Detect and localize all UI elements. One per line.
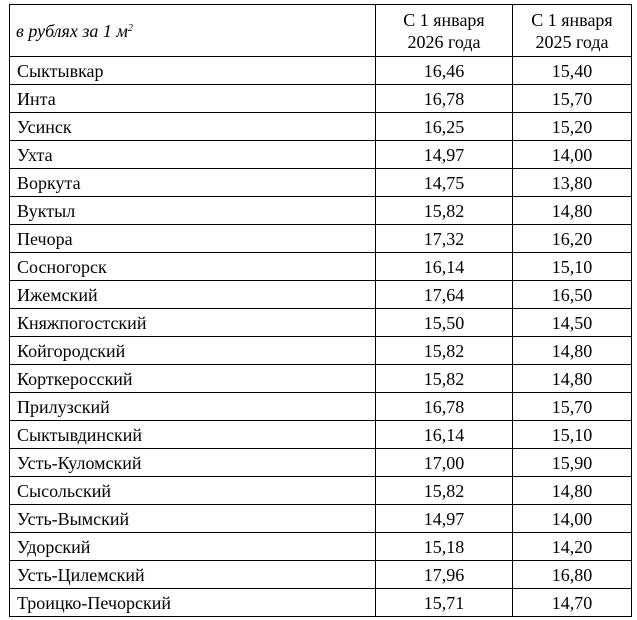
tariff-2025-cell: 15,40 — [513, 57, 632, 85]
tariff-2026-cell: 16,14 — [376, 421, 513, 449]
tariff-2026-cell: 15,18 — [376, 533, 513, 561]
tariff-2026-cell: 14,97 — [376, 505, 513, 533]
table-row — [10, 113, 632, 141]
tariff-2025-cell: 14,50 — [513, 309, 632, 337]
tariff-2026-cell: 14,75 — [376, 169, 513, 197]
table-row — [10, 281, 632, 309]
table-row — [10, 85, 632, 113]
table-body — [10, 57, 632, 617]
tariff-2026-cell: 15,82 — [376, 337, 513, 365]
tariff-2025-cell: 15,70 — [513, 85, 632, 113]
unit-header-cell — [10, 5, 376, 57]
column-header-2025 — [513, 5, 632, 57]
tariff-2025-cell: 15,10 — [513, 253, 632, 281]
table-row — [10, 225, 632, 253]
unit-superscript: 2 — [127, 22, 133, 34]
column-header-2026-line1: С 1 января — [403, 9, 485, 30]
tariff-2026-cell: 16,14 — [376, 253, 513, 281]
table-header-row — [10, 5, 632, 57]
tariff-2025-cell: 14,80 — [513, 337, 632, 365]
municipality-name-cell: Ижемский — [10, 281, 376, 309]
table-row — [10, 57, 632, 85]
column-header-2026-line2: 2026 года — [407, 31, 481, 52]
tariff-2025-cell: 14,20 — [513, 533, 632, 561]
tariff-2026-cell: 17,96 — [376, 561, 513, 589]
municipality-name-cell: Прилузский — [10, 393, 376, 421]
table-row — [10, 365, 632, 393]
tariff-2026-cell: 14,97 — [376, 141, 513, 169]
table-row — [10, 337, 632, 365]
tariff-2025-cell: 14,80 — [513, 477, 632, 505]
municipality-name-cell: Усть-Цилемский — [10, 561, 376, 589]
tariff-2025-cell: 14,80 — [513, 365, 632, 393]
table-row — [10, 393, 632, 421]
column-header-2025-line1: С 1 января — [531, 9, 613, 30]
tariff-2025-cell: 15,70 — [513, 393, 632, 421]
table-row — [10, 449, 632, 477]
table-row — [10, 505, 632, 533]
tariff-2025-cell: 15,90 — [513, 449, 632, 477]
column-header-2026 — [376, 5, 513, 57]
municipality-name-cell: Сыктывдинский — [10, 421, 376, 449]
tariff-2026-cell: 15,71 — [376, 589, 513, 617]
tariff-table — [9, 4, 632, 617]
unit-label: в рублях за 1 м — [16, 20, 128, 41]
table-row — [10, 589, 632, 617]
tariff-2026-cell: 15,50 — [376, 309, 513, 337]
municipality-name-cell: Корткеросский — [10, 365, 376, 393]
municipality-name-cell: Вуктыл — [10, 197, 376, 225]
municipality-name-cell: Троицко-Печорский — [10, 589, 376, 617]
municipality-name-cell: Сосногорск — [10, 253, 376, 281]
tariff-2026-cell: 15,82 — [376, 197, 513, 225]
tariff-2026-cell: 15,82 — [376, 365, 513, 393]
tariff-2025-cell: 16,20 — [513, 225, 632, 253]
municipality-name-cell: Ухта — [10, 141, 376, 169]
table-row — [10, 253, 632, 281]
tariff-2025-cell: 16,80 — [513, 561, 632, 589]
tariff-2025-cell: 14,00 — [513, 505, 632, 533]
table-row — [10, 477, 632, 505]
municipality-name-cell: Сысольский — [10, 477, 376, 505]
tariff-2026-cell: 17,64 — [376, 281, 513, 309]
municipality-name-cell: Усть-Вымский — [10, 505, 376, 533]
table-row — [10, 169, 632, 197]
municipality-name-cell: Воркута — [10, 169, 376, 197]
tariff-2026-cell: 15,82 — [376, 477, 513, 505]
table-row — [10, 197, 632, 225]
tariff-2025-cell: 15,20 — [513, 113, 632, 141]
tariff-2026-cell: 16,46 — [376, 57, 513, 85]
municipality-name-cell: Усинск — [10, 113, 376, 141]
tariff-2025-cell: 13,80 — [513, 169, 632, 197]
municipality-name-cell: Княжпогостский — [10, 309, 376, 337]
table-row — [10, 309, 632, 337]
tariff-2025-cell: 14,00 — [513, 141, 632, 169]
tariff-2025-cell: 15,10 — [513, 421, 632, 449]
tariff-2026-cell: 17,00 — [376, 449, 513, 477]
table-row — [10, 141, 632, 169]
municipality-name-cell: Сыктывкар — [10, 57, 376, 85]
municipality-name-cell: Печора — [10, 225, 376, 253]
table-row — [10, 421, 632, 449]
municipality-name-cell: Удорский — [10, 533, 376, 561]
tariff-2025-cell: 16,50 — [513, 281, 632, 309]
municipality-name-cell: Койгородский — [10, 337, 376, 365]
column-header-2025-line2: 2025 года — [535, 31, 609, 52]
municipality-name-cell: Инта — [10, 85, 376, 113]
tariff-2025-cell: 14,80 — [513, 197, 632, 225]
tariff-2026-cell: 16,78 — [376, 393, 513, 421]
municipality-name-cell: Усть-Куломский — [10, 449, 376, 477]
tariff-2025-cell: 14,70 — [513, 589, 632, 617]
table-row — [10, 561, 632, 589]
tariff-2026-cell: 16,78 — [376, 85, 513, 113]
table-row — [10, 533, 632, 561]
tariff-2026-cell: 17,32 — [376, 225, 513, 253]
tariff-2026-cell: 16,25 — [376, 113, 513, 141]
